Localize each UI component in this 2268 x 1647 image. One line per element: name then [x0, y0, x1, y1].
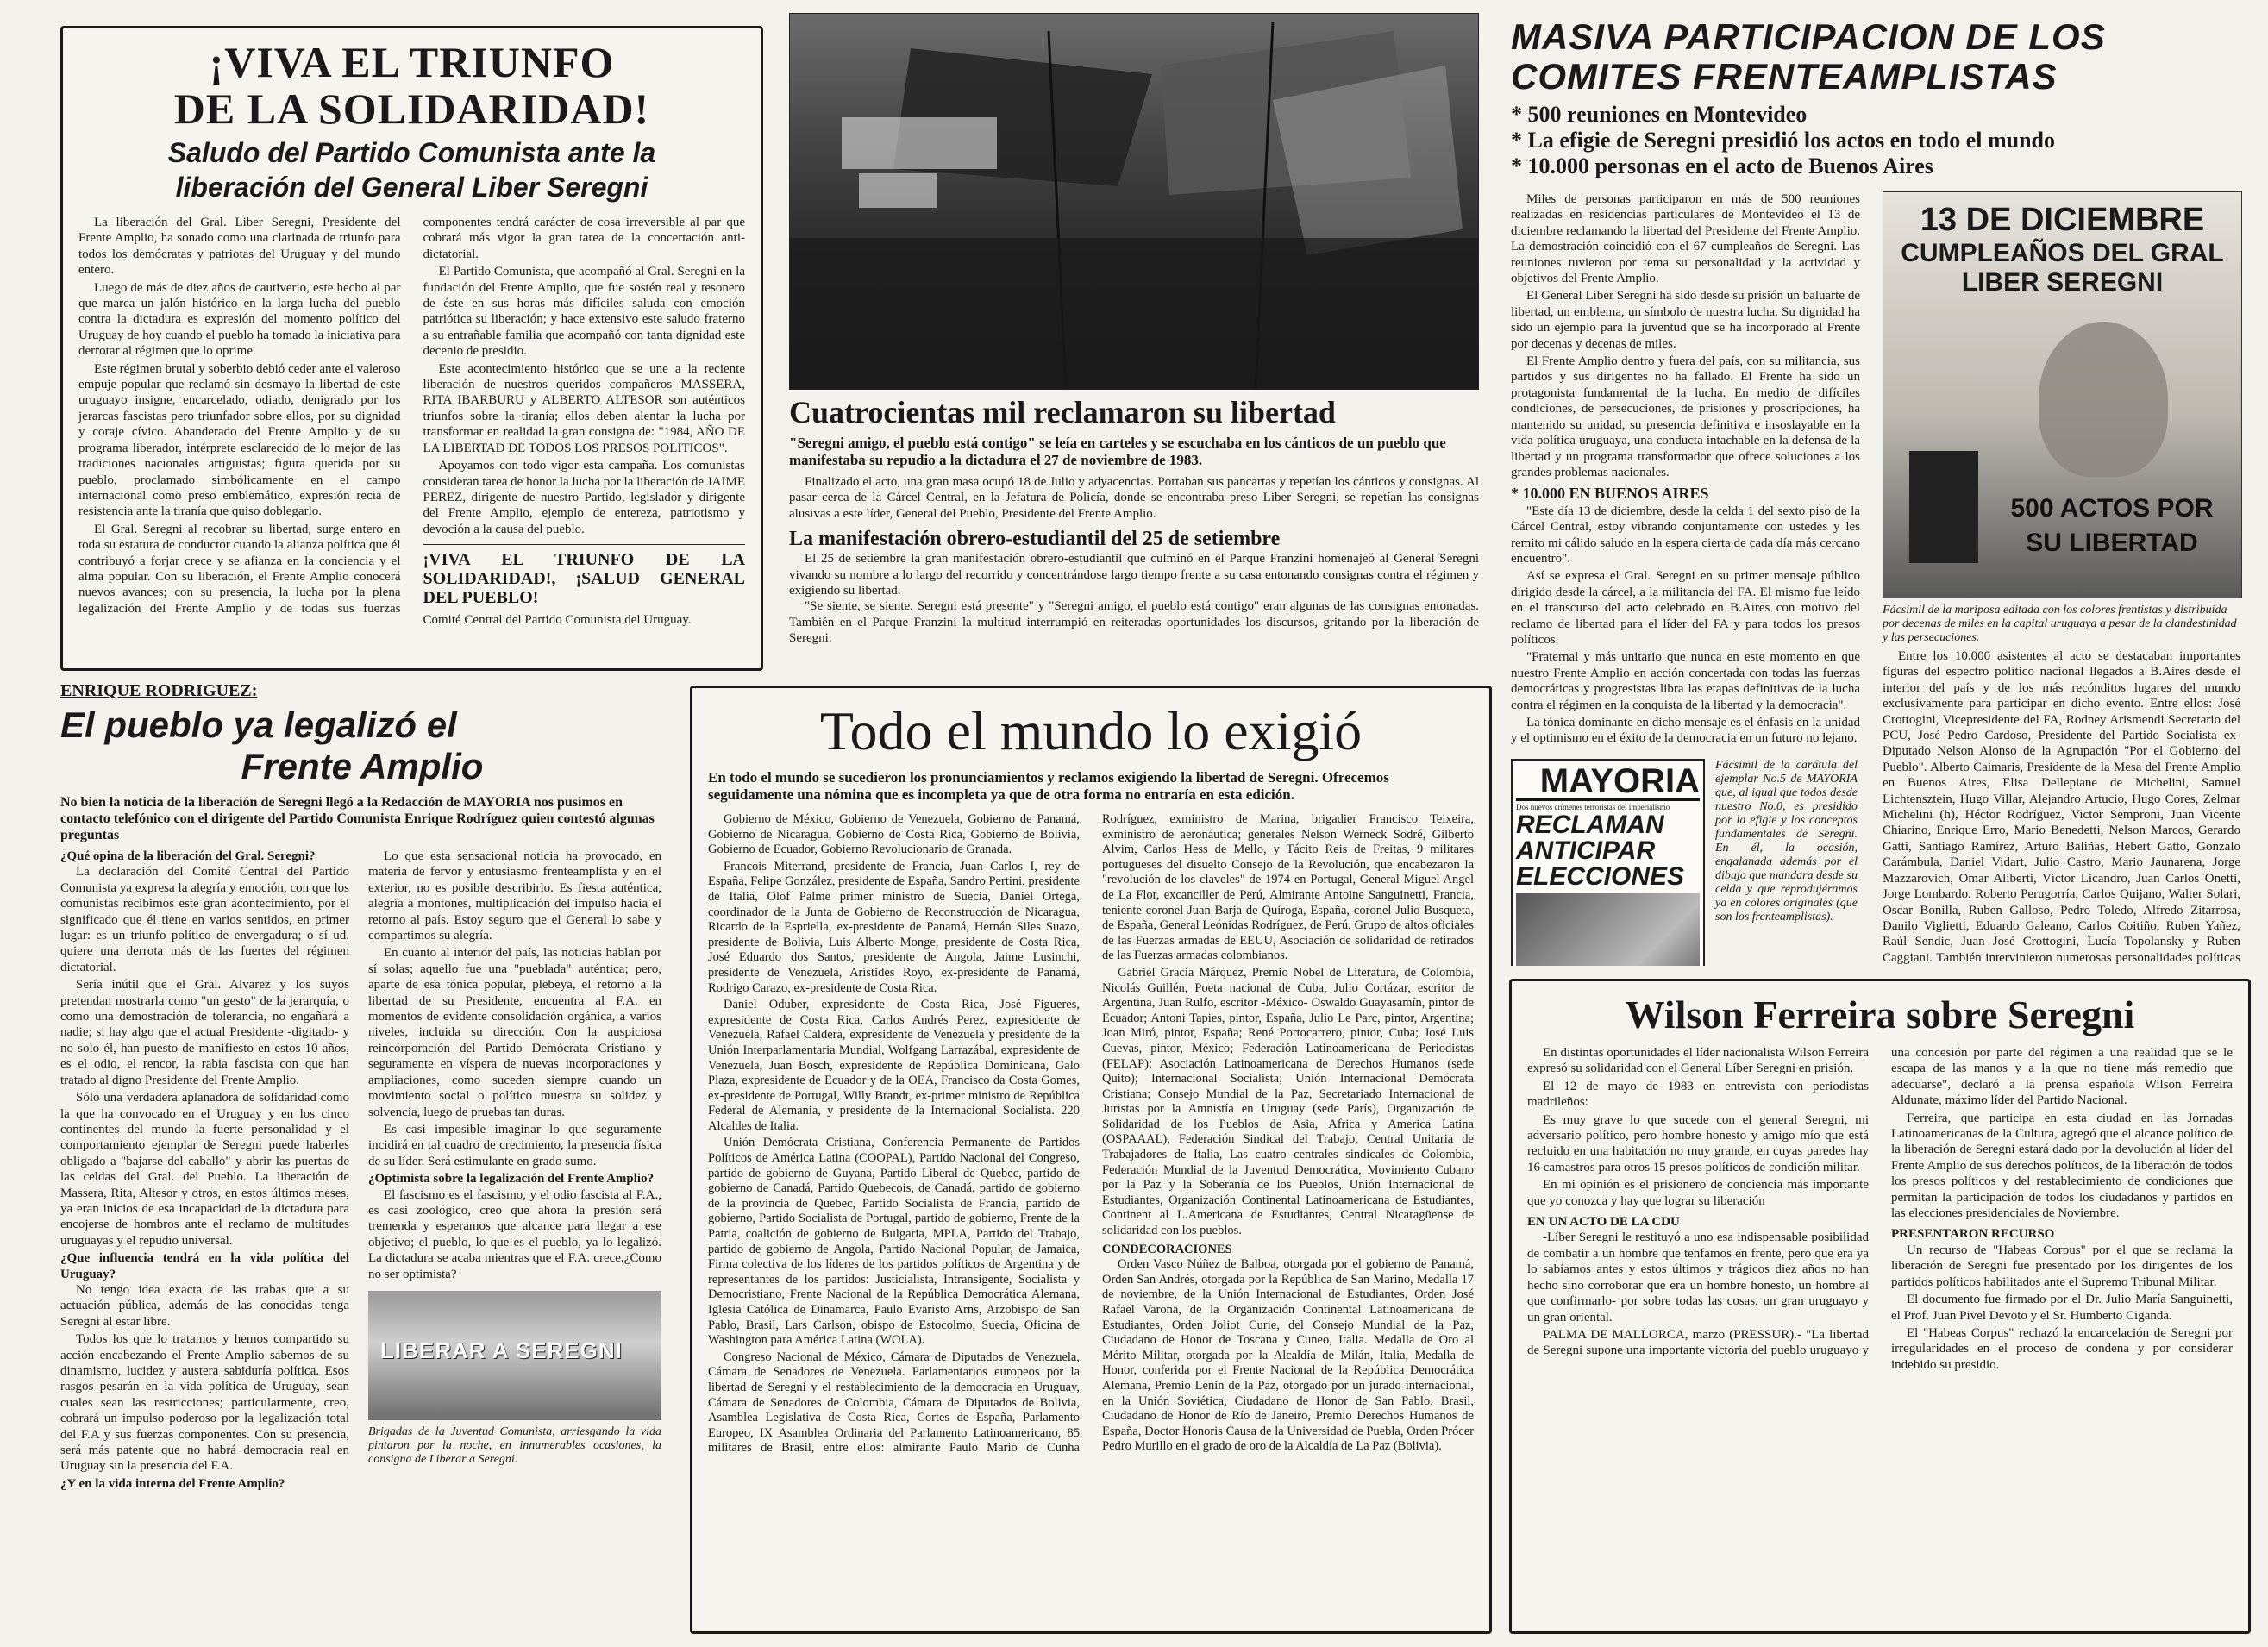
mayoria-headline-3: ELECCIONES	[1516, 861, 1685, 891]
todo-body	[708, 812, 1474, 1571]
masiva-right-column	[1883, 191, 2240, 966]
todo-paragraph: Unión Demócrata Cristiana, Conferencia Permanente de Partidos Políticos de América Latina (COOPAL), Partido Nacional del Congreso, partido de gobierno de Guyana, Partido Liberal de Quebec, partido de gobierno de Canadá, Partido Quebecois, de Canadá, partido de gobierno de la provincia de Quebec, Partido Socialista de Francia, partido de gobierno, Partido Socialista de Portugal, partido de gobierno, Frente de la Patria, coalición de gobierno de Bulgaria, MPLA, Partido del Trabajo, partido de gobierno de Angola, Partido Nacional Popular, de Jamaica, Firma colectiva de los líderes de los partidos políticos de Argentina y de representantes de los partidos: Justicialista, Intransigente, Socialista y Democristiano, Frente Nacional de la República Democrática Alemana, Iglesia Católica de Dinamarca, Paulo Evaristo Arns, Arzobispo de San Pablo, Brasil, Lars Carlson, obispo de Estocolmo, Suecia, Oficina de Washington para América Latina (WOLA).	[708, 1136, 1080, 1348]
enrique-answer: La declaración del Comité Central del Partido Comunista ya expresa la alegría y emoción, con que los comunistas recibimos este gran acontecimiento, por el significado que él tiene en varios sentidos, en primer lugar: es un triunfo político de envergadura; o sí ud. quiere una derrota más de las fuertes del régimen dictatorial.	[60, 865, 349, 974]
wilson-paragraph: El 12 de mayo de 1983 en entrevista con periodistas madrileños:	[1527, 1079, 1869, 1110]
cuatrocientas-article	[789, 395, 1479, 675]
enrique-answer: No tengo idea exacta de las trabas que a su actuación pública, además de las conocidas tenga Seregni al estar libre.	[60, 1282, 349, 1329]
viva-body	[78, 215, 745, 671]
masiva-ba-paragraph: "Fraternal y más unitario que nunca en este momento en que nuestro Frente Amplio en acción concertada con todas las fuerzas democráticas y progresistas libra las etapas definitivas de la lucha contra el régimen en la conquista de la libertad y la democracia".	[1511, 650, 1860, 712]
enrique-kicker: ENRIQUE RODRIGUEZ:	[60, 681, 258, 700]
todo-paragraph: Daniel Oduber, expresidente de Costa Rica, José Figueres, expresidente de Costa Rica, Carlos Andrés Perez, expresidente de Venezuela, Rafael Caldera, expresidente de Venezuela y presidente de la Unión Interparlamentaria Mundial, Wolfgang Larrazábal, expresidente de Venezuela, Juan Bosch, expresidente de República Dominicana, Galo Plaza, expresidente de Ecuador y de la OEA, Francisco da Costa Gomes, ex-presidente de Portugal, Willy Brandt, ex-primer ministro de República Federal de Alemania, y presidente de la Internacional Socialista. 220 Alcaldes de Italia.	[708, 998, 1080, 1133]
wilson-paragraph: Es muy grave lo que sucede con el general Seregni, mi adversario político, pero hombre honesto y amigo mío que está recluido en una habitación no muy grande, en cuyas paredes hay 16 camastros para otros 15 presos políticos de condición militar.	[1527, 1112, 1869, 1174]
todo-intro: En todo el mundo se sucedieron los pronunciamientos y reclamos exigiendo la libertad de Seregni. Ofrecemos seguidamente una nómina que es incompleta ya que de otra forma no entraría en esta edición.	[708, 769, 1389, 803]
masiva-left-column	[1511, 191, 1860, 966]
masiva-ba-paragraph: Entre los 10.000 asistentes al acto se destacaban importantes figuras del espectro político nacional llegados a B.Aires desde el interior del país y de los más recónditos lugares del mundo exclusivamente para participar en dicho evento. Entre ellos: José Crottogini, Vicepresidente del FA, Rodney Arismendi Secretario del PCU, José Pedro Cardoso, Presidente del Partido Socialista ex-Diputado Nelson Alonso de la Agrupación "Por el Gobierno del Pueblo". Alberto Caimaris, Presidente de la Mesa del Frente Amplio en Buenos Aires, Elisa Dellepiane de Michelini, Samuel Lichtensztein, Hugo Villar, Alejandro Artucio, Hugo Cores, Zelmar Michelini (h), Héctor Rodríguez, Victor Semproni, Juan Vicente Chiarino, Enrique Erro, Mario Benedetti, Nelson Marcos, Gerardo Gatti, Santiago Ramírez, Arturo Baliñas, Hebert Gatto, Gonzalo Carámbula, Daniel Vidart, Julio Castro, Mario Jaunarena, Jorge Mazzarovich, Omar Aliberti, Víctor Licandro, Juan Carlos Onetti, Jorge Lombardo, Roberto Perugorría, Carlos Quijano, Walter Solari, Oscar Bonilla, Ruben Galloso, Pedro Toledo, Alfredo Zitarrosa, Danilo Viglietti, Eduardo Galeano, Carlos Coitiño, Ruben Yañez, Raúl Sendic, Juan José Crottogini, Lucía Topolansky y Ruben Caggiani. También intervinieron numerosas personalidades políticas	[1883, 649, 2240, 965]
masiva-paragraph: El Frente Amplio dentro y fuera del país, con su militancia, sus partidos y sus dirigentes no ha fallado. El Frente ha sido un protagonista fundamental de la lucha. En medio de difíciles condiciones, de persecuciones, de prisiones y proscripciones, ha mantenido su unidad, su presencia definitiva e insoslayable en la vida política uruguaya, una conducta intachable en la defensa de la libertad y un programa transformador que ofrece soluciones a los grandes problemas nacionales.	[1511, 354, 1860, 479]
cuatrocientas-title: Cuatrocientas mil reclamaron su libertad	[789, 395, 1336, 429]
poster-line-1: 13 DE DICIEMBRE	[1920, 202, 2205, 238]
wilson-sub-recurso: PRESENTARON RECURSO	[1891, 1227, 2055, 1242]
wilson-p5: Ferreira, que participa en esta ciudad en las Jornadas Latinoamericanas de la Cultura, agregó que el alcance político de la liberación de Seregni estará dado por la devolución al líder del Frente Amplio de sus derechos políticos, de la liberación de todos los presos políticos y del restablecimiento de condiciones que permitan la participación de todos los ciudadanos y partidos en las elecciones presidenciales de Noviembre.	[1891, 1111, 2233, 1221]
masiva-paragraph: El General Líber Seregni ha sido desde su prisión un baluarte de libertad, un emblema, un símbolo de nuestra lucha. Su dignidad ha sido un ejemplo para la juventud que se ha incorporado al Frente por decenas y decenas de miles.	[1511, 289, 1860, 351]
enrique-answer: Es casi imposible imaginar lo que seguramente incidirá en tal cuadro de crecimiento, la presencia física de su líder. Será estimulante en grado sumo.	[368, 1122, 661, 1168]
todo-condecoraciones: Orden Vasco Núñez de Balboa, otorgada por el gobierno de Panamá, Orden San Andrés, otorgada por la República de San Marino, Medalla 17 de noviembre, de la Unión Internacional de Estudiantes, Orden José Rafael Varona, de la Organización Continental Latinoamericana de Estudiantes, Orden Joliot Curie, del Consejo Mundial de la Paz, Ciudadano de Honor de Toscana y Cuneo, Italia. Medalla de Oro al Mérito Militar, otorgada por la Alcaldía de Milán, Italia, Medalla de Honor, conferida por el Frente Nacional de la República Democrática Alemana, Premio Lenin de la Paz, otorgado por un jurado internacional, en la Unión Soviética, Ciudadano de Honor de San Pablo, Brasil, Ciudadano de Honor de Río de Janeiro, Premio Derechos Humanos de España, Doctor Honoris Causa de la Universidad de Puebla, Orden Prócer Pedro Murillo en el grado de oro de la Alcaldía de La Paz (Bolivia).	[1102, 1257, 1474, 1454]
enrique-question-3: ¿Y en la vida interna del Frente Amplio?	[60, 1476, 285, 1491]
wilson-recurso: Un recurso de "Habeas Corpus" por el que se reclama la liberación de Seregni fue presentado por los dirigentes de los partidos políticos habilitados ante el Supremo Tribunal Militar.	[1891, 1243, 2233, 1289]
wall-painting-caption: Brigadas de la Juventud Comunista, arriesgando la vida pintaron por la noche, en innumerables ocasiones, la consigna de Liberar a Seregni.	[368, 1425, 661, 1466]
cuatrocientas-sub: La manifestación obrero-estudiantil del 25 de setiembre	[789, 528, 1281, 551]
viva-paragraph: El Gral. Seregni al recobrar su libertad, surge entero en toda su estatura de conductor cuando la alianza política que él contribuyó a forjar crece y se afianza en la conciencia y el alma popular. Con su liberación, el Frente Amplio conocerá nuevos avances; con su presencia, la lucha por la plena legalización del Frente Amplio y de todas sus fuerzas componentes tendrá carácter de cosa irreversible al par que cobrará más vigor la gran tarea de la concertación anti-dictatorial.	[78, 216, 745, 616]
mayoria-caption: Fácsimil de la carátula del ejemplar No.5 de MAYORIA que, al igual que todos desde nuestro No.0, es presidido por la efigie y los conceptos fundamentales de Seregni. En él, la ocasión, engalanada además por el dibujo que mandara desde su celda y que reprodujéramos ya en colores originales (que son los frenteamplistas).	[1715, 758, 1858, 924]
mayoria-cover-image	[1516, 893, 1700, 966]
mayoria-facsimile	[1511, 759, 1860, 966]
wilson-paragraph: En mi opinión es el prisionero de conciencia más importante que yo conozca y hay que lograr su liberación	[1527, 1178, 1869, 1208]
viva-subtitle-2: liberación del General Liber Seregni	[175, 172, 648, 203]
masiva-ba-paragraph: La tónica dominante en dicho mensaje es el énfasis en la unidad y el optimismo en el éxito de la democracia en un futuro no lejano.	[1511, 716, 1860, 746]
crowd-photo	[789, 13, 1479, 390]
masiva-ba-paragraph: "Este día 13 de diciembre, desde la celda 1 del sexto piso de la Cárcel Central, estoy vibrando conjuntamente con ustedes y les remito mi cálido saludo en la espera cierta de cada día más cercano encuentro".	[1511, 504, 1860, 566]
enrique-intro: No bien la noticia de la liberación de Seregni llegó a la Redacción de MAYORIA nos pusimos en contacto telefónico con el dirigente del Partido Comunista Enrique Rodríguez quien contestó algunas preguntas	[60, 795, 655, 842]
cuatrocientas-deck: "Seregni amigo, el pueblo está contigo" se leía en carteles y se escuchaba en los cánticos de un pueblo que manifestaba su repudio a la dictadura el 27 de noviembre de 1983.	[789, 435, 1446, 468]
viva-paragraph: Luego de más de diez años de cautiverio, este hecho al par que marca un jalón histórico en la larga lucha del pueblo contra la dictadura es expresión del momento político del Uruguay de hoy cuando el pueblo ha tomado la iniciativa para derrotar al régimen que lo oprime.	[78, 280, 401, 359]
poster-line-4: 500 ACTOS POR	[2010, 494, 2214, 523]
todo-sub: CONDECORACIONES	[1102, 1242, 1232, 1256]
mayoria-masthead: MAYORIA	[1516, 764, 1700, 801]
masiva-bullet: * La efigie de Seregni presidió los actos en todo el mundo	[1511, 128, 2055, 153]
masiva-paragraph: Miles de personas participaron en más de 500 reuniones realizadas en residencias particulares de Montevideo el 13 de diciembre reclamando la libertad del Presidente del Frente Amplio. La demostración coincidió con el 67 cumpleaños de Seregni. Las reuniones tuvieron por tema su personalidad y la actividad y objetivos del Frente Amplio.	[1511, 192, 1860, 286]
mayoria-kicker: Dos nuevos crímenes terroristas del imperialismo	[1516, 802, 1670, 811]
viva-title-2: DE LA SOLIDARIDAD!	[173, 85, 650, 133]
viva-closing: ¡VIVA EL TRIUNFO DE LA SOLIDARIDAD!, ¡SALUD GENERAL DEL PUEBLO!	[423, 544, 746, 607]
wilson-recurso: El "Habeas Corpus" rechazó la encarcelación de Seregni por irregularidades en el proceso de condena y por considerar indebido su presidio.	[1891, 1325, 2233, 1372]
wall-painting-text: LIBERAR A SEREGNI	[380, 1337, 623, 1363]
poster-portrait	[2039, 322, 2168, 477]
enrique-col-2	[368, 849, 661, 1625]
mayoria-headline-2: ANTICIPAR	[1516, 836, 1656, 865]
masiva-bullet: * 10.000 personas en el acto de Buenos Aires	[1511, 153, 1933, 178]
viva-subtitle-1: Saludo del Partido Comunista ante la	[167, 137, 656, 168]
enrique-question-1: ¿Qué opina de la liberación del Gral. Seregni?	[60, 849, 316, 863]
masiva-right-body	[1883, 648, 2240, 966]
enrique-title-2: Frente Amplio	[241, 746, 484, 786]
enrique-question-2: ¿Que influencia tendrá en la vida política del Uruguay?	[60, 1251, 349, 1281]
wilson-palma: PALMA DE MALLORCA, marzo (PRESSUR).- "La libertad de Seregni supone una importante victoria del pueblo uruguayo y una concesión por parte del régimen a una realidad que se le escapa de las manos y a la que no tiene más remedio que adecuarse", declaró a la prensa española Wilson Ferreira Aldunate, máximo líder del Partido Nacional.	[1527, 1046, 2233, 1358]
cuatrocientas-p3: "Se siente, se siente, Seregni está presente" y "Seregni amigo, el pueblo está contigo" eran algunas de las consignas entonadas. También en el Parque Franzini la multitud interrumpió en reiteradas oportunidades los discursos, gritando por la liberación de Seregni.	[789, 599, 1479, 646]
enrique-title-1: El pueblo ya legalizó el	[60, 705, 457, 745]
viva-paragraph: Este régimen brutal y soberbio debió ceder ante el valeroso empuje popular que reclamó sin desmayo la libertad de este uruguayo insigne, encarcelado, odiado, denigrado por los jerarcas fascistas pero triunfador sobre ellos, por su dignidad y coraje cívico. Abanderado del Frente Amplio y de su programa liberador, intérprete esclarecido de lo mejor de las tradiciones nacionales artiguistas; figura querida por su pueblo, proclamado simbólicamente en el campo internacional como preso emblemático, expresión recia de resistencia ante la tiranía que quiso doblegarlo.	[78, 361, 401, 519]
poster-caption: Fácsimil de la mariposa editada con los colores frentistas y distribuída por decenas de miles en la capital uruguaya a pesar de la clandestinidad y las persecuciones.	[1883, 604, 2237, 644]
viva-title-1: ¡VIVA EL TRIUNFO	[209, 38, 615, 86]
mayoria-cover	[1511, 759, 1705, 966]
wilson-cdu: -Líber Seregni le restituyó a uno esa indispensable posibilidad de combatir a un hombre que tenfamos en frente, pero que era ya lo sabíamos antes y estos últimos y trágicos diez años no han hecho sino corroborar que era un hombre honesto, un hombre al que confirmarlo- por sobre todas las cosas, un gran uruguayo y un gran oriental.	[1527, 1231, 1869, 1324]
todo-article	[690, 686, 1492, 1634]
poster-line-2: CUMPLEAÑOS DEL GRAL	[1901, 239, 2224, 267]
todo-paragraph: Francois Miterrand, presidente de Francia, Juan Carlos I, rey de España, Felipe González, presidente de España, Sandro Pertini, presidente de Italia, Olof Palme primer ministro de Suecia, Daniel Ortega, coordinador de la Junta de Gobierno de Reconstrucción de Nicaragua, Ricardo de la Espriella, ex-presidente de Panamá, Hernán Siles Suazo, presidente de Bolivia, Luis Alberto Monge, presidente de Costa Rica, José Eduardo dos Santos, presidente de Angola, Jaime Lusinchi, presidente de Venezuela, Arístides Royo, ex-presidente de Panamá, Rodrigo Carazo, ex-presidente de Costa Rica.	[708, 859, 1080, 995]
enrique-question-4: ¿Optimista sobre la legalización del Frente Amplio?	[368, 1172, 655, 1187]
enrique-answer: En cuanto al interior del país, las noticias hablan por sí solas; aquello fue una "pueblada" auténtica; pero, aparte de esa tónica popular, plebeya, el retorno a la libertad de su Presidente, encuentra al F.A. en momentos de evidente consolidación orgánica, a varios niveles, incluida su dirección. Con la auspiciosa reincorporación del Partido Demócrata Cristiano y seguramente en víspera de nuevas incorporaciones y ampliaciones, como suceden siempre cuando un movimiento social o político muestra su solidez y solvencia, luego de pruebas tan duras.	[368, 946, 661, 1119]
wilson-paragraph: En distintas oportunidades el líder nacionalista Wilson Ferreira expresó su solidaridad con el General Líber Seregni en prisión.	[1527, 1046, 1869, 1076]
birthday-poster	[1883, 191, 2242, 598]
cuatrocientas-p1: Finalizado el acto, una gran masa ocupó 18 de Julio y adyacencias. Portaban sus pancartas y repetían los cánticos y consignas. Al pasar cerca de la Cárcel Central, en la Jefatura de Policía, donde se encontraba preso Liber Seregni, se repetían las consignas alusivas a este líder, General del Pueblo, Presidente del Frente Amplio.	[789, 475, 1479, 521]
poster-line-5: SU LIBERTAD	[2026, 529, 2198, 557]
wall-painting-photo	[368, 1291, 661, 1420]
todo-paragraph: Gobierno de México, Gobierno de Venezuela, Gobierno de Panamá, Gobierno de Nicaragua, Gobierno de Costa Rica, Gobierno de Bolivia, Gobierno de Ecuador, Gobierno Revolucionario de Granada.	[708, 812, 1080, 857]
todo-paragraph: Gabriel Gracía Márquez, Premio Nobel de Literatura, de Colombia, Nicolás Guillén, Poeta nacional de Cuba, Julio Cortázar, escritor de Argentina, Juan Rulfo, escritor -México- Oswaldo Guayasamín, pintor de Ecuador; Antoni Tapies, pintor, España, Julio Le Parc, pintor, Argentina; Joan Miró, pintor, España; René Portocarrero, pintor, Cuba; José Luis Cuevas, pintor, México; Federación Latinoamericana de Periodistas (FELAP); Asociación Latinoamericana de Derechos Humanos (sede Quito); Internacional Socialista; Unión Internacional Demócrata Cristiana; Consejo Mundial de la Paz, Secretariado Internacional de Juristas por la Amnistía en Uruguay (sede París), Organización de Solidaridad de los Pueblos de Asia, Africa y America Latina (OSPAAAL), Federación Sindical del Trabajo, Central Unitaria de Trabajadores de Italia, Las cuatro centrales sindicales de Colombia, Federación Mundial de la Juventud Democrática, Movimiento Cubano por la Paz y la Soberanía de los Pueblos, Unión Internacional de Estudiantes, Organización Continental Latinoamericana de Estudiantes, Continent al L.Americana de Estudiantes, Central Nicaragüense de solidaridad con los pueblos.	[1102, 965, 1474, 1238]
cuatrocientas-p2: El 25 de setiembre la gran manifestación obrero-estudiantil que culminó en el Parque Franzini homenajeó al General Seregni vivando su nombre a lo largo del recorrido y concentrándose largo tiempo frente a su casa entonando consignas contra el régimen y exigiendo su libertad.	[789, 552, 1479, 598]
masiva-bullet: * 500 reuniones en Montevideo	[1511, 102, 1808, 127]
poster-line-3: LIBER SEREGNI	[1961, 268, 2164, 297]
enrique-answer: Lo que esta sensacional noticia ha provocado, en materia de fervor y entusiasmo frenteamplista y en el exterior, no es posible describirlo. Es fiesta auténtica, alegría a montones, multiplicación del impulso hacia el retorno al país. Estoy seguro que el General lo sabe y compartimos su alegría.	[368, 849, 661, 943]
masiva-title-2: COMITES FRENTEAMPLISTAS	[1511, 56, 2058, 97]
wilson-title: Wilson Ferreira sobre Seregni	[1625, 993, 2135, 1036]
todo-paragraph: Congreso Nacional de México, Cámara de Diputados de Venezuela, Cámara de Senadores de Venezuela. Parlamentarios europeos por la libertad de Seregni y el restablecimiento de la democracia en Uruguay, Cámara de Senadores de Colombia, Cámara de Diputados de Bolivia, Asamblea Legislativa de Costa Rica, Cortes de España, Parlamento Europeo, IX Asamblea Ordinaria del Parlamento Latinoamericano, 85 militares de Brasil, entre ellos: almirante Paulo Mario de Cunha Rodríguez, exministro de Marina, brigadier Francisco Teixeira, exministro de aeronáutica; generales Nelson Werneck Sodré, Gilberto Alvim, Carlos Hess de Mello, y Tácito Reis de Freitas, 9 militares portugueses del disuelto Consejo de la Revolución, que encabezaron la "revolución de los claveles" de 1974 en Portugal, General Miguel Angel de La Flor, excanciller de Perú, Almirante Antoine Sanguinetti, Francia, teniente coronel Juan Barja de Quiroga, España, coronel Julio Busqueta, de España, General Leónidas Rodríguez, de Perú, Grupo de altos oficiales de las Fuerzas armadas de EEUU, Asociación de solidaridad de retirados de las Fuerzas armadas colombianos.	[708, 812, 1474, 1456]
masiva-article	[1511, 17, 2244, 966]
viva-paragraph: El Partido Comunista, que acompañó al Gral. Seregni en la fundación del Frente Amplio, que fue sostén real y tesonero de éste en sus horas más difíciles saluda con emoción patriótica su liberación; y hace extensivo este saludo fraterno a su entrañable familia que acompañó con tanta dignidad este decenio de presidio.	[423, 265, 745, 359]
enrique-article	[60, 681, 664, 1638]
viva-article	[60, 26, 763, 671]
poster-fa-logo	[1909, 451, 1978, 563]
crowd-illustration	[790, 14, 1479, 390]
enrique-answer: Sólo una verdadera aplanadora de solidaridad como la que ha convocado en el Uruguay y en los cinco continentes del mundo la fuerte personalidad y el comportamiento ejemplar de Seregni puede haberles obligado a "bajarse del caballo" y abrir las puertas de las celdas del Gral. del Pueblo. La liberación de Massera, Rita, Altesor y otros, en estos últimos meses, ya eran inicios de esa incapacidad de la dictadura para encojerse de hombros ante el reclamo de multitudes uruguayas y el repudio universal.	[60, 1091, 349, 1248]
enrique-answer: Sería inútil que el Gral. Alvarez y los suyos pretendan mostrarla como "un gesto" de la jerarquía, o como una demostración de tolerancia, no engañará a nadie; si hay algo que el actual Presidente -digitado- y no solo él, han puesto de manifiesto en estos 10 años, es el odio, el rencor, la rabia fascista con que han tratado al digno Presidente del Frente Amplio.	[60, 978, 349, 1087]
wilson-article	[1509, 979, 2251, 1634]
viva-paragraph: Este acontecimiento histórico que se une a la reciente liberación de nuestros queridos compañeros MASSERA, RITA IBARBURU y ALBERTO ALTESOR son auténticos triunfos sobre la tiranía; ellos deben alentar la lucha por transformar en realidad la gran consigna de: "1984, AÑO DE LA LIBERTAD DE TODOS LOS PRESOS POLITICOS".	[423, 361, 745, 455]
todo-title: Todo el mundo lo exigió	[819, 700, 1363, 761]
masiva-ba-paragraph: Así se expresa el Gral. Seregni en su primer mensaje público dirigido desde la cárcel, a la militancia del FA. El mismo fue leído en el transcurso del acto celebrado en B.Aires con motivo del reclamo de libertad para el líder del FA y para todos los presos políticos.	[1511, 569, 1860, 647]
masiva-sub-ba: * 10.000 EN BUENOS AIRES	[1511, 485, 1709, 503]
enrique-answer: Todos los que lo tratamos y hemos compartido su acción encabezando el Frente Amplio sabemos de su dinamismo, lucidez y austera sabiduría política. Esos rasgos pesarán en la vida política de Uruguay, sean cuales sean las restricciones; particularmente, creo, cobrará un impulso poderoso por la legalización total del F.A y sus fuerzas componentes. Con su presencia, será más patente que no habrá democracia real en Uruguay sin la presencia del F.A.	[60, 1332, 349, 1474]
wilson-sub-cdu: EN UN ACTO DE LA CDU	[1527, 1215, 1680, 1230]
mayoria-headline-1: RECLAMAN	[1516, 810, 1664, 839]
masiva-title-1: MASIVA PARTICIPACION DE LOS	[1511, 17, 2106, 57]
viva-paragraph: Apoyamos con todo vigor esta campaña. Los comunistas consideran tarea de honor la lucha por la liberación de JAIME PEREZ, dirigente de nuestro Partido, legislador y dirigente del Frente Amplio, ejemplo de entereza, patriotismo y devoción a la causa del pueblo.	[423, 459, 745, 536]
wilson-body	[1527, 1045, 2233, 1614]
wilson-recurso: El documento fue firmado por el Dr. Julio María Sanguinetti, el Prof. Juan Pivel Devoto y el Sr. Humberto Ciganda.	[1891, 1293, 2233, 1323]
viva-signature: Comité Central del Partido Comunista del Uruguay.	[423, 613, 692, 628]
enrique-col-1	[60, 849, 349, 1625]
viva-paragraph: La liberación del Gral. Liber Seregni, Presidente del Frente Amplio, ha sonado como una clarinada de triunfo para todos los demócratas y patriotas del Uruguay y del mundo entero.	[78, 216, 401, 278]
enrique-answer: El fascismo es el fascismo, y el odio fascista al F.A., es casi zoológico, creo que ahora la presión será tremenda y esperamos que alcance para llegar a ese objetivo; el pueblo, lo que es el pueblo, ya lo legalizó. La dictadura se acaba mientras que el F.A. crece.¿Como no ser optimista?	[368, 1187, 661, 1281]
